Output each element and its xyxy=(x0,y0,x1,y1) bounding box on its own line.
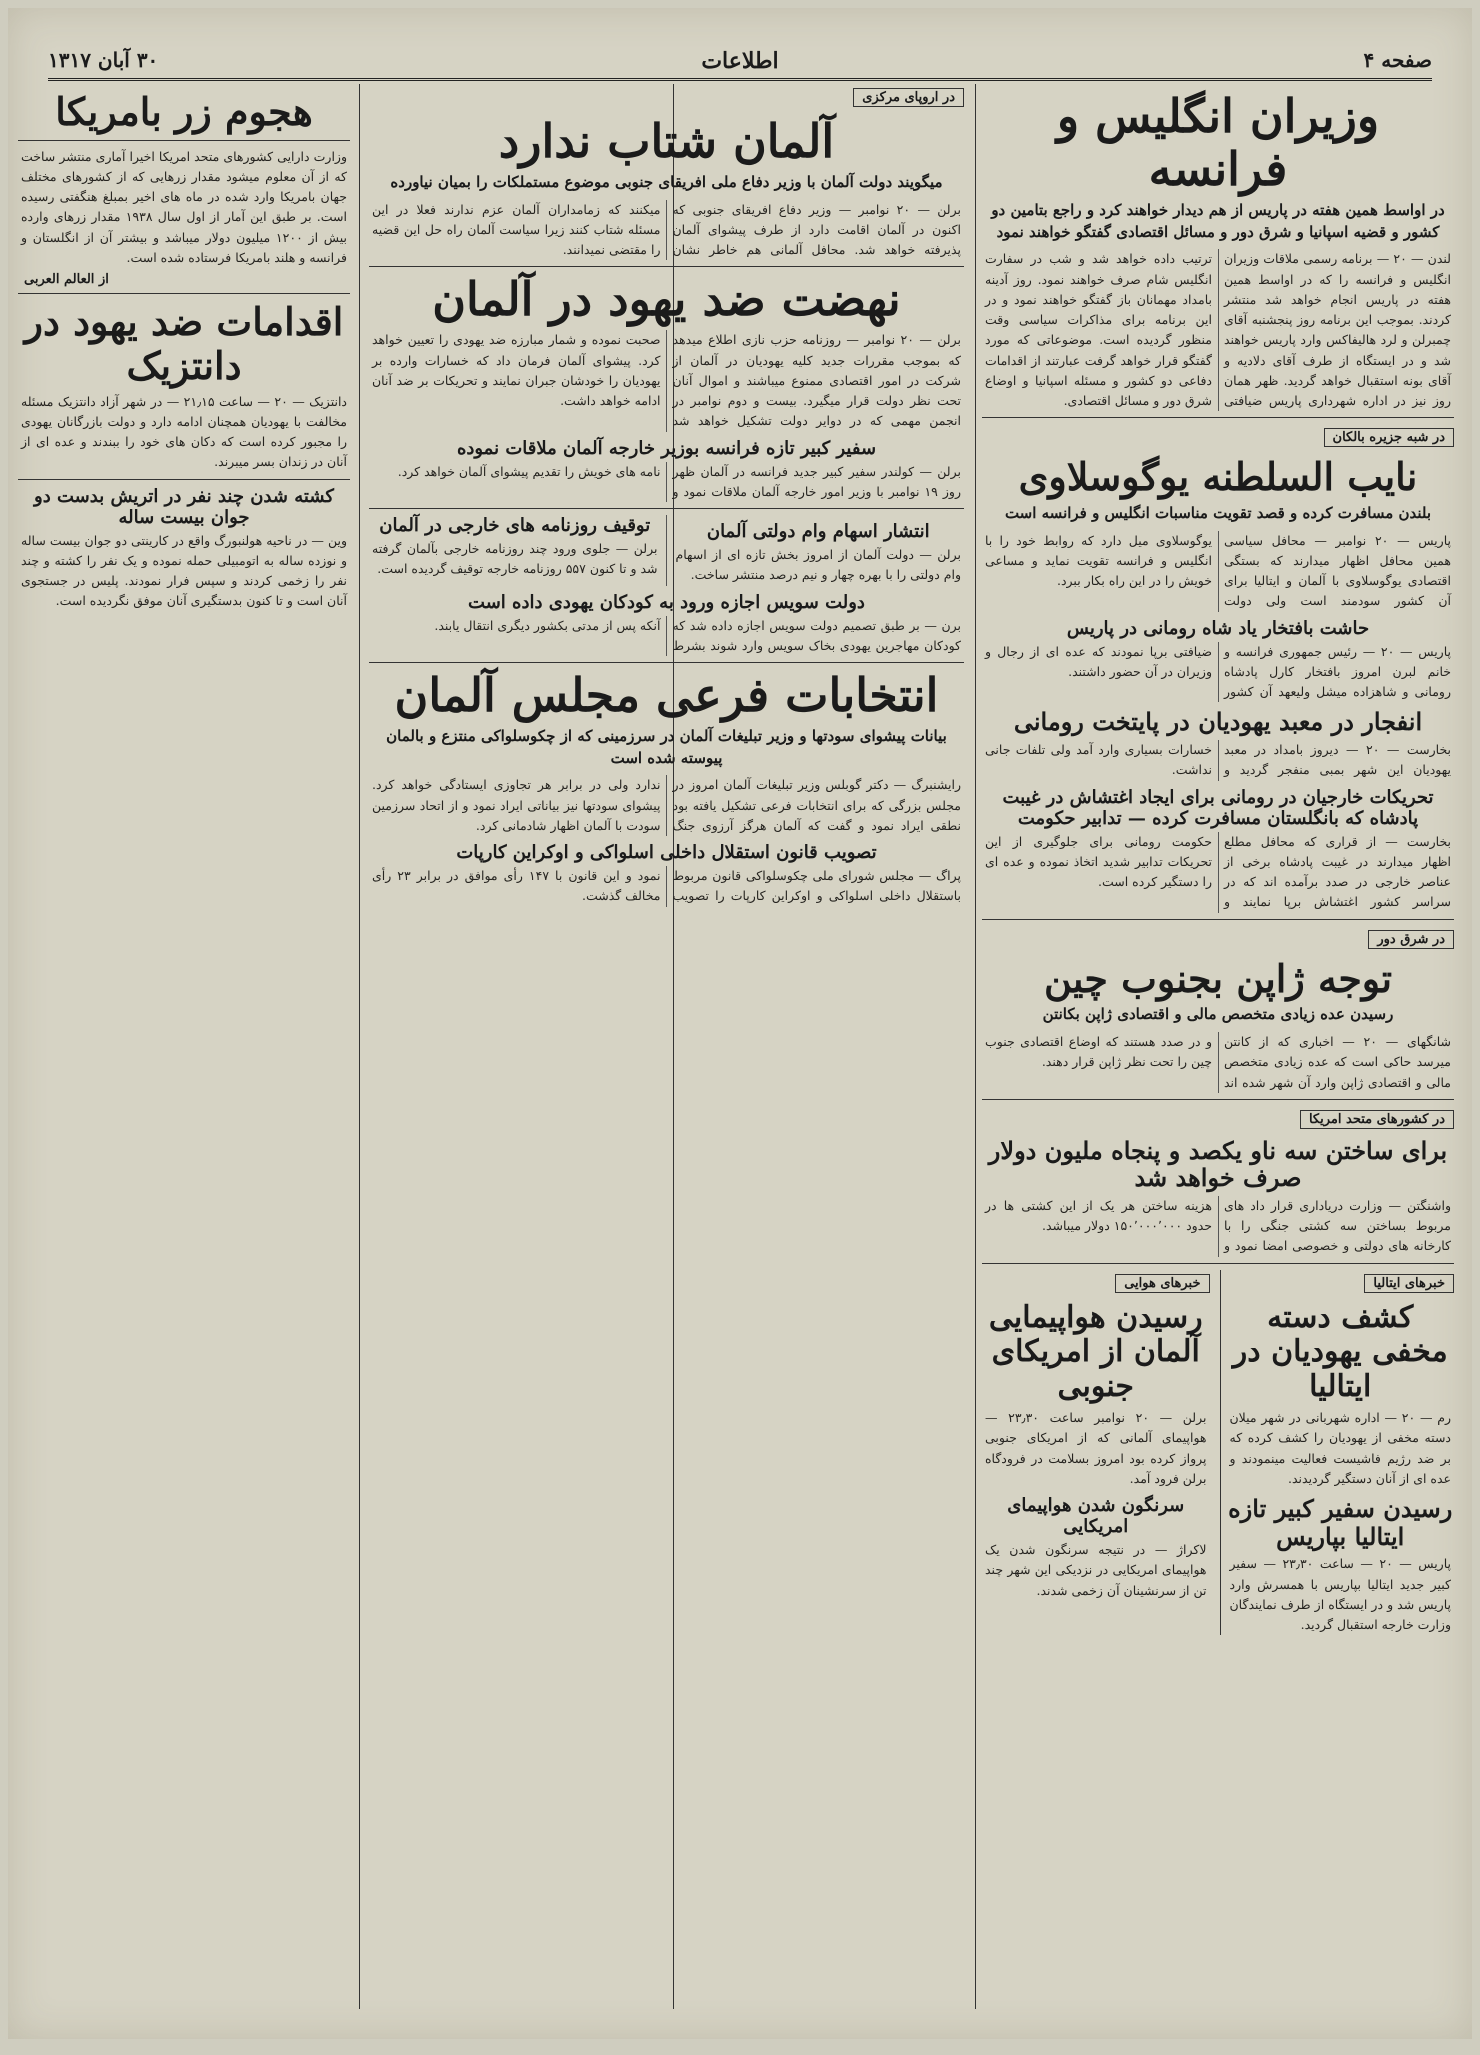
article-body: دانتزیک — ۲۰ — ساعت ۲۱٫۱۵ — در شهر آزاد دانتزیک مسئله مخالفت با یهودیان همچنان ادامه دارد و دولت بازرگانان یهودی را مجبور کرده است که دکان های خود را ببندند و عده ای از آنان در زندان بسر میبرند. xyxy=(21,393,347,470)
divider xyxy=(18,140,350,141)
article-body: برلن — ۲۰ نوامبر — وزیر دفاع افریقای جنوبی که اکنون در آلمان اقامت دارد از طرف پیشوای آلمان پذیرفته خواهد شد. محافل آلمانی هم خاطر نشان میکنند که زمامداران آلمان عزم ندارند فعلا در این مسئله شتاب کنند زیرا سیاست آلمان راه حل این قضیه را مقتضی نمیدانند. xyxy=(372,201,961,258)
article-body: بخارست — از قراری که محافل مطلع اظهار میدارند در غیبت پادشاه برخی از عناصر خارجی در صدد برآمده اند که در سراسر کشور اغتشاش برپا نمایند و حکومت رومانی برای جلوگیری از این تحریکات تدابیر شدید اتخاذ نموده و عده ای را دستگیر کرده است. xyxy=(985,833,1451,910)
article-reichstag-election xyxy=(369,669,964,836)
headline: انتشار اسهام وام دولتی آلمان xyxy=(706,521,930,543)
divider xyxy=(982,417,1454,418)
article-slovak-autonomy xyxy=(369,842,964,907)
article-loan-shares xyxy=(673,521,965,586)
section-kicker: در کشورهای متحد امریکا xyxy=(1300,1110,1454,1129)
article-french-ambassador xyxy=(369,438,964,503)
short-news-grid xyxy=(369,515,964,586)
article-body: لاکراژ — در نتیجه سرنگون شدن یک هواپیمای امریکایی در نزدیکی این شهر چند تن از سرنشینان آن زخمی شدند. xyxy=(985,1542,1207,1598)
divider xyxy=(369,508,964,509)
article-ministers xyxy=(982,90,1454,411)
issue-date: ۳۰ آبان ۱۳۱۷ xyxy=(48,48,159,72)
headline: کشته شدن چند نفر در اتریش بدست دو جوان بیست ساله xyxy=(34,485,334,528)
column-middle xyxy=(369,84,964,2009)
divider xyxy=(369,266,964,267)
article-source: از العالم العربی xyxy=(24,272,109,288)
headline: تصویب قانون استقلال داخلی اسلواکی و اوکراین کارپات xyxy=(456,842,877,864)
headline: سرنگون شدن هواپیمای امریکایی xyxy=(1007,1495,1185,1538)
column-rule xyxy=(359,84,360,2009)
article-romanian-king xyxy=(982,618,1454,703)
divider xyxy=(369,662,964,663)
article-foreign-papers xyxy=(369,515,661,580)
column-rule xyxy=(975,84,976,2009)
bottom-split xyxy=(982,1270,1454,1636)
article-body: برلن — دولت آلمان از امروز بخش تازه ای از اسهام وام دولتی را با بهره چهار و نیم درصد منتشر ساخت. xyxy=(675,547,961,583)
headline: هجوم زر بامریکا xyxy=(55,89,313,134)
column-left xyxy=(18,84,350,2009)
article-swiss-children xyxy=(369,592,964,657)
section-kicker: خبرهای ایتالیا xyxy=(1364,1274,1454,1293)
article-body: برلن — ۲۰ نوامبر ساعت ۲۳٫۳۰ — هواپیمای آلمانی که از امریکای جنوبی پرواز کرده بود امروز بسلامت در فرودگاه برلن فرود آمد. xyxy=(985,1410,1207,1486)
masthead-bar xyxy=(48,44,1432,81)
divider xyxy=(982,1099,1454,1100)
headline: توجه ژاپن بجنوب چین xyxy=(1043,955,1393,1001)
article-body: شانگهای — ۲۰ — اخباری که از کانتن میرسد حاکی است که عده زیادی متخصص مالی و اقتصادی ژاپن وارد آن شهر شده اند و در صدد هستند که اوضاع اقتصادی جنوب چین را تحت نظر ژاپن قرار دهند. xyxy=(985,1034,1452,1090)
headline: سفیر کبیر تازه فرانسه بوزیر خارجه آلمان ملاقات نموده xyxy=(456,437,877,459)
headline: انتخابات فرعی مجلس آلمان xyxy=(394,668,939,723)
headline: رسیدن هواپیمایی آلمان از امریکای جنوبی xyxy=(988,1299,1203,1404)
article-body: پاریس — ۲۰ — ساعت ۲۳٫۳۰ — سفیر کبیر جدید ایتالیا بپاریس با همسرش وارد پاریس شد و در ایستگاه از طرف نمایندگان وزارت خارجه استقبال گردید. xyxy=(1229,1556,1452,1633)
article-austria-killing xyxy=(18,486,350,612)
headline: حاشت بافتخار یاد شاه رومانی در پاریس xyxy=(1066,617,1370,639)
divider xyxy=(982,919,1454,920)
article-body: برلن — ۲۰ نوامبر — روزنامه حزب نازی اطلاع میدهد که بموجب مقررات جدید کلیه یهودیان در آلمان از شرکت در امور اقتصادی ممنوع میباشند و اموال آنان تحت نظر دولت قرار میگیرد. بیست و دوم نوامبر در انجمن مهمی که در دوایر دولت تشکیل خواهد شد صحبت نموده و شمار مبارزه ضد یهودی را تعیین خواهد کرد. پیشوای آلمان فرمان داد که خسارات وارده بر یهودیان را خودشان جبران نمایند و تحریکات بر ضد آنان ادامه خواهد داشت. xyxy=(372,332,961,429)
headline: وزیران انگلیس و فرانسه xyxy=(1056,89,1380,196)
article-body: برلن — جلوی ورود چند روزنامه خارجی بآلمان گرفته شد و تا کنون ۵۵۷ روزنامه خارجه توقیف گردیده است. xyxy=(372,541,658,577)
headline: آلمان شتاب ندارد xyxy=(498,114,835,168)
subheadline: میگویند دولت آلمان با وزیر دفاع ملی افریقای جنوبی موضوع مستملکات را بمیان نیاورده xyxy=(390,172,943,191)
article-anti-jewish-germany xyxy=(369,273,964,431)
headline: نهضت ضد یهود در آلمان xyxy=(432,272,901,327)
article-us-warships xyxy=(982,1106,1454,1257)
newspaper-name: اطلاعات xyxy=(701,48,779,74)
article-body: وین — در ناحیه هولنبورگ واقع در کارینتی دو جوان بیست ساله و نوزده ساله به اتومبیلی حمله نموده و یک نفر را کشته و چند نفر را زخمی کردند و سپس فرار نمودند. پلیس در جستجوی آنان است و تا کنون بدستگیری آنان موفق نگردیده است. xyxy=(21,532,347,609)
headline: رسیدن سفیر کبیر تازه ایتالیا بپاریس xyxy=(1228,1494,1453,1551)
headline: برای ساختن سه ناو یکصد و پنجاه ملیون دولار صرف خواهد شد xyxy=(988,1135,1448,1193)
article-danzig xyxy=(18,300,350,472)
headline: نایب السلطنه یوگوسلاوی xyxy=(1018,454,1418,500)
article-body: پاریس — ۲۰ — رئیس جمهوری فرانسه و خانم لبرن امروز بافتخار کارل پادشاه رومانی و شاهزاده میشل ولیعهد آن کشور ضیافتی برپا نمودند که عده ای از رجال و وزیران در آن حضور داشتند. xyxy=(985,643,1451,700)
page-number: صفحه ۴ xyxy=(1363,48,1432,72)
article-body: رایشنبرگ — دکتر گوبلس وزیر تبلیغات آلمان امروز در مجلس بزرگی که برای انتخابات فرعی تشکیل یافته بود نطقی ایراد نمود و گفت که آلمان هرگز آرزوی جنگ ندارد ولی در برابر هر تجاوزی ایستادگی خواهد کرد. پیشوای سودتها نیز بیاناتی ایراد نمود و از اتحاد سرزمین سودت با آلمان اظهار شادمانی کرد. xyxy=(372,777,961,833)
article-germany-no-hurry xyxy=(369,115,964,260)
article-yugoslav-regent xyxy=(982,424,1454,611)
article-gold-rush-america xyxy=(18,90,350,287)
divider xyxy=(982,1263,1454,1264)
article-body: لندن — ۲۰ — برنامه رسمی ملاقات وزیران انگلیس و فرانسه را که در اواسط همین هفته در پاریس انجام خواهد شد منتشر کردند. بموجب این برنامه روز پنجشنبه آقای چمبرلن و لرد هالیفاکس وارد پاریس خواهند شد و در ایستگاه از طرف آقای دلادیه و آقای بونه استقبال خواهد گردید. ظهر همان روز نیز در اداره شهرداری پاریس ضیافتی ترتیب داده خواهد شد و شب در سفارت انگلیس شام صرف خواهند نمود. روز آدینه بامداد مهمانان باز گفتگو خواهند نمود و در این برنامه برای مذاکرات سیاسی وقت منظور گردیده است. موضوعاتی که مورد گفتگو قرار خواهد گرفت عبارتند از اقدامات دفاعی دو کشور و مسئله اسپانیا و اوضاع شرق دور و مسائل اقتصادی. xyxy=(985,251,1451,409)
article-body: برن — بر طبق تصمیم دولت سویس اجازه داده شد که کودکان مهاجرین یهودی بخاک سویس وارد شوند بشرط آنکه پس از مدتی بکشور دیگری انتقال یابند. xyxy=(434,617,961,653)
article-body: پراگ — مجلس شورای ملی چکوسلواکی قانون مربوط باستقلال داخلی اسلواکی و اوکراین کارپات را تصویب نمود و این قانون با ۱۴۷ رأی موافق در برابر ۲۳ رأی مخالف گذشت. xyxy=(372,868,961,904)
subheadline: در اواسط همین هفته در پاریس از هم دیدار خواهند کرد و راجع بتامین دو کشور و قضیه اسپانیا و شرق دور و مسائل اقتصادی گفتگو خواهند نمود xyxy=(991,200,1445,241)
aviation-news xyxy=(982,1270,1210,1636)
article-body: برلن — کولندر سفیر کبیر جدید فرانسه در آلمان ظهر روز ۱۹ نوامبر با وزیر امور خارجه آلمان ملاقات نمود و نامه های خویش را تقدیم پیشوای آلمان خواهد کرد. xyxy=(397,463,961,499)
subheadline: رسیدن عده زیادی متخصص مالی و اقتصادی ژاپن بکانتن xyxy=(1042,1005,1394,1024)
headline: توقیف روزنامه های خارجی در آلمان xyxy=(379,515,651,537)
article-body: بخارست — ۲۰ — دیروز بامداد در معبد یهودیان این شهر بمبی منفجر گردید و خسارات بسیاری وارد آمد ولی تلفات جانی نداشت. xyxy=(985,742,1451,778)
section-kicker: در شبه جزیره بالکان xyxy=(1324,428,1454,447)
subheadline: بلندن مسافرت کرده و قصد تقویت مناسبات انگلیس و فرانسه است xyxy=(1004,503,1432,522)
article-body: پاریس — ۲۰ نوامبر — محافل سیاسی همین محافل اظهار میدارند که بستگی اقتصادی یوگوسلاوی با آلمان و ایتالیا برای آن کشور سودمند است ولی دولت یوگوسلاوی میل دارد که روابط خود را با انگلیس و فرانسه تقویت نماید و مساعی خویش را در این راه بکار ببرد. xyxy=(985,532,1451,609)
italy-news xyxy=(1220,1270,1455,1636)
article-body: رم — ۲۰ — اداره شهربانی در شهر میلان دسته مخفی از یهودیان را کشف کرده که بر ضد رژیم فاشیست فعالیت مینمودند و عده ای از آنان دستگیر گردیدند. xyxy=(1229,1410,1451,1486)
article-bucharest-blast xyxy=(982,708,1454,780)
article-body: واشنگتن — وزارت دریاداری قرار داد های مربوط بساختن سه کشتی جنگی را با کارخانه های دولتی و خصوصی امضا نمود و هزینه ساختن هر یک از این کشتی ها در حدود ۱۵۰٬۰۰۰٬۰۰۰ دولار میباشد. xyxy=(985,1197,1451,1254)
headline: اقدامات ضد یهود در دانتزیک xyxy=(24,299,344,388)
headline: دولت سویس اجازه ورود به کودکان یهودی داده است xyxy=(468,591,865,613)
headline: انفجار در معبد یهودیان در پایتخت رومانی xyxy=(1013,707,1423,737)
article-romania-unrest xyxy=(982,787,1454,913)
headline: تحریکات خارجیان در رومانی برای ایجاد اغتشاش در غیبت پادشاه که بانگلستان مسافرت کرده — تدابیر حکومت xyxy=(1002,786,1434,829)
article-japan-south-china xyxy=(982,926,1454,1093)
section-kicker: خبرهای هوایی xyxy=(1115,1274,1209,1293)
column-right xyxy=(982,84,1454,2009)
subheadline: بیانات پیشوای سودتها و وزیر تبلیغات آلمان در سرزمینی که از چکوسلواکی منتزع و بالمان پیوسته شده است xyxy=(386,726,947,767)
section-kicker: در اروپای مرکزی xyxy=(853,88,964,107)
headline: کشف دسته مخفی یهودیان در ایتالیا xyxy=(1232,1299,1448,1404)
newspaper-page xyxy=(8,8,1472,2039)
article-body: وزارت دارایی کشورهای متحد امریکا اخیرا آماری منتشر ساخت که از آن معلوم میشود مقدار زرهایی که از کشورهای مختلف جهان بامریکا وارد شده در ماه های اخیر بمبلغ هنگفتی رسیده است. بر طبق این آمار از اول سال ۱۹۳۸ مقدار زرهای وارده بیش از ۱۲۰۰ میلیون دولار میباشد و بیشتر آن از انگلستان و فرانسه و هلند بامریکا فرستاده شده است. xyxy=(21,148,347,265)
divider xyxy=(18,293,350,294)
section-kicker: در شرق دور xyxy=(1368,930,1454,949)
divider xyxy=(18,479,350,480)
